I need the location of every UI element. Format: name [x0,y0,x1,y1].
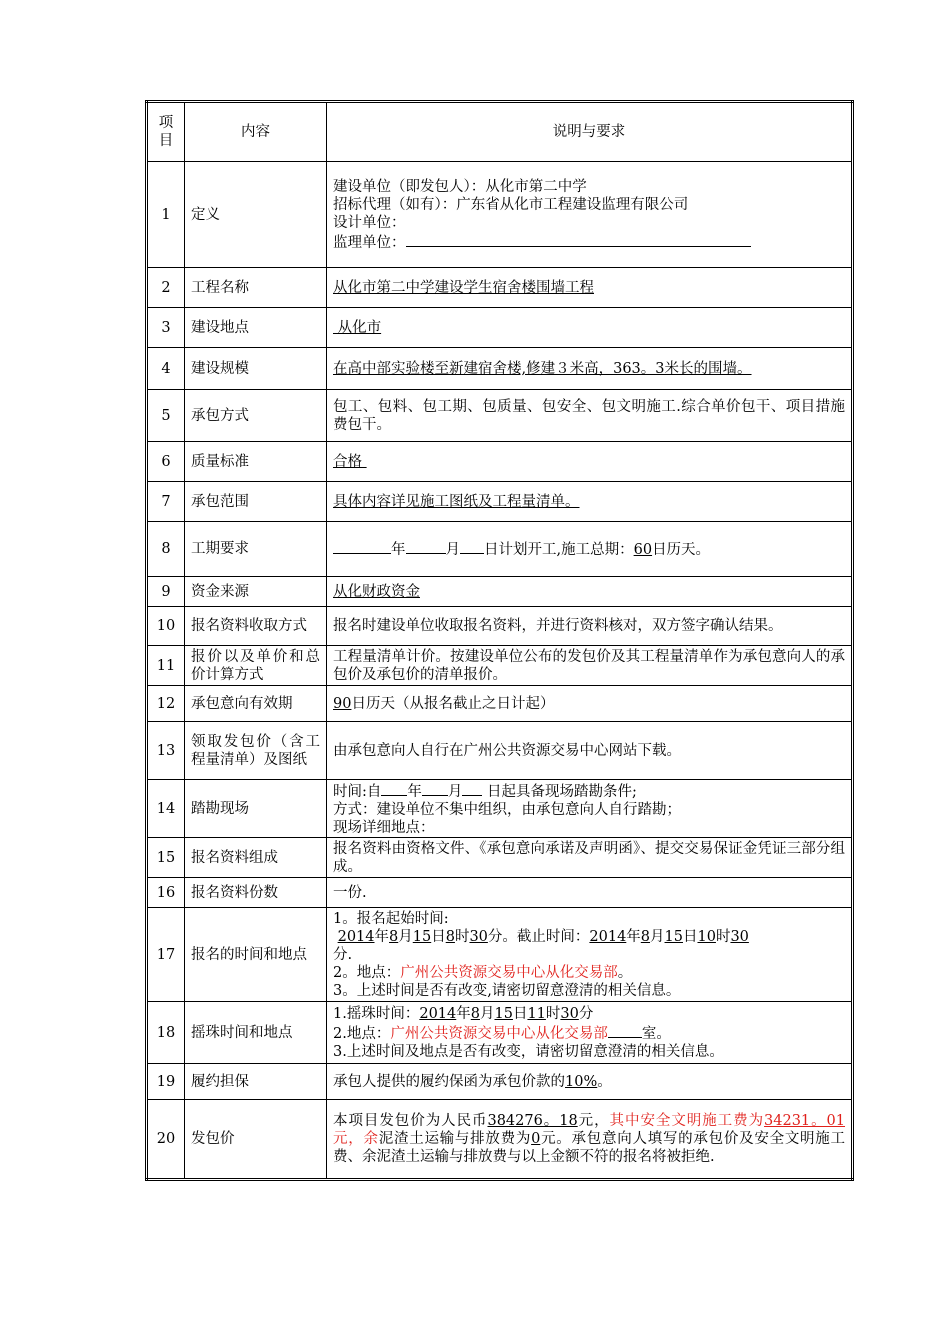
lottery-time [333,1005,845,1023]
lottery-location-value: 广州公共资源交易中心从化交易部 [390,1025,608,1042]
row-desc [327,577,853,607]
reg-end-minute: 30 [730,928,749,945]
row-item: 履约担保 [185,1064,327,1100]
row-desc [327,780,853,838]
row-number: 2 [147,268,185,308]
header-desc: 说明与要求 [327,102,853,162]
start-month-blank [406,539,446,554]
reg-end-day: 15 [664,928,683,945]
row-item: 发包价 [185,1100,327,1180]
reg-start-year: 2014 [337,928,375,945]
period-text: 日计划开工,施工总期： [484,542,634,558]
project-name: 从化市第二中学建设学生宿舍楼围墙工程 [333,279,594,296]
lottery-notice: 3.上述时间及地点是否有改变，请密切留意澄清的相关信息。 [333,1043,724,1060]
unit-year: 年 [456,1005,471,1022]
contract-scope: 具体内容详见施工图纸及工程量清单。 [333,493,580,510]
reg-start-month: 8 [389,928,399,945]
site-year-blank [381,781,407,796]
row-item: 资金来源 [185,577,327,607]
start-day-blank [460,539,484,554]
period-year-unit: 年 [391,542,406,558]
row-number: 16 [147,878,185,908]
site-year-unit: 年 [407,783,422,800]
definition-supervisor-label: 监理单位： [333,234,406,251]
row-desc [327,1100,853,1180]
safety-fee-unit: 元， [333,1131,364,1147]
site-visit-time-label: 时间:自 [333,783,382,800]
row-number: 11 [147,646,185,686]
row-number: 5 [147,390,185,442]
unit-month: 月 [479,1005,495,1022]
unit-month: 月 [398,928,413,945]
row-item: 报名资料组成 [185,838,327,878]
row-desc [327,1002,853,1064]
table-header-row [147,102,853,162]
table-row [147,308,853,348]
reg-end-label: 分。截止时间： [487,928,590,945]
mud-fee-label: 泥渣土运输与排放费为 [378,1131,532,1147]
row-desc [327,162,853,268]
row-number: 14 [147,780,185,838]
reg-start-day: 15 [412,928,432,945]
definition-supervisor [333,232,845,252]
table-row [147,780,853,838]
table-row [147,646,853,686]
performance-bond-text: 承包人提供的履约保函为承包价款的 [333,1073,565,1090]
row-number: 4 [147,348,185,390]
table-row [147,607,853,646]
row-item: 报名资料收取方式 [185,607,327,646]
unit-day: 日 [512,1005,528,1022]
row-item: 定义 [185,162,327,268]
registration-times [333,928,845,946]
lottery-minute: 30 [560,1005,579,1022]
row-number: 9 [147,577,185,607]
row-desc [327,348,853,390]
row-number: 12 [147,686,185,722]
row-item: 建设规模 [185,348,327,390]
table-row [147,348,853,390]
performance-bond-end: 。 [597,1073,612,1090]
row-item: 摇珠时间和地点 [185,1002,327,1064]
start-year-blank [333,539,391,554]
registration-start-label: 1。报名起始时间: [333,910,449,927]
registration-location-value: 广州公共资源交易中心从化交易部 [400,964,618,981]
table-row [147,1002,853,1064]
reg-end-month: 8 [640,928,651,945]
reg-start-hour: 8 [445,928,455,945]
mud-fee: 0 [531,1131,541,1147]
row-desc [327,522,853,577]
row-desc: 报名资料由资格文件、《承包意向承诺及声明函》、提交交易保证金凭证三部分组成。 [327,838,853,878]
row-desc [327,308,853,348]
row-item: 质量标准 [185,442,327,482]
quality-standard: 合格 [333,453,367,470]
row-item: 工程名称 [185,268,327,308]
unit-hour: 时 [545,1005,561,1022]
unit-year: 年 [626,928,641,945]
lottery-day: 15 [494,1005,513,1022]
row-desc: 由承包意向人自行在广州公共资源交易中心网站下载。 [327,722,853,780]
table-row [147,162,853,268]
lottery-hour: 11 [527,1005,546,1022]
row-desc [327,268,853,308]
row-number: 13 [147,722,185,780]
definition-agent: 招标代理（如有）：广东省从化市工程建设监理有限公司 [333,196,689,213]
reg-start-minute: 30 [469,928,488,945]
row-item: 踏勘现场 [185,780,327,838]
row-item: 承包方式 [185,390,327,442]
row-desc: 包工、包料、包工期、包质量、包安全、包文明施工.综合单价包干、项目措施费包干。 [327,390,853,442]
unit-hour: 时 [454,928,470,945]
row-number: 20 [147,1100,185,1180]
reg-end-hour: 10 [697,928,716,945]
row-item: 报名的时间和地点 [185,908,327,1002]
row-item: 承包意向有效期 [185,686,327,722]
row-desc [327,908,853,1002]
row-desc [327,686,853,722]
table-row [147,722,853,780]
row-item: 报名资料份数 [185,878,327,908]
site-day-blank [462,781,482,796]
row-number: 18 [147,1002,185,1064]
site-visit-time-text: 日起具备现场踏勘条件; [482,783,637,800]
table-row [147,908,853,1002]
contract-price-text: 本项目发包价为人民币 [333,1113,488,1129]
unit-minute: 分 [578,1005,594,1022]
residual-prefix: 余 [363,1131,379,1147]
table-row [147,878,853,908]
site-visit-method: 方式：建设单位不集中组织，由承包意向人自行踏勘； [333,801,681,818]
project-location: 从化市 [333,319,382,336]
row-desc: 一份. [327,878,853,908]
site-month-unit: 月 [447,783,463,800]
reg-end-year: 2014 [589,928,627,945]
header-no [147,102,185,162]
unit-year: 年 [374,928,390,945]
header-no-text: 项目 [158,115,174,149]
funding-source: 从化财政资金 [333,583,420,600]
row-number: 15 [147,838,185,878]
lottery-room-unit: 室。 [641,1025,671,1042]
row-desc: 报名时建设单位收取报名资料，并进行资料核对，双方签字确认结果。 [327,607,853,646]
row-number: 3 [147,308,185,348]
table-row [147,268,853,308]
period-days-unit: 日历天。 [652,542,711,558]
site-visit-time [333,781,845,801]
row-number: 1 [147,162,185,268]
row-desc [327,442,853,482]
table-row [147,522,853,577]
table-row [147,577,853,607]
row-desc: 工程量清单计价。按建设单位公布的发包价及其工程量清单作为承包意向人的承包价及承包价的清单报价。 [327,646,853,686]
row-number: 10 [147,607,185,646]
table-row [147,1064,853,1100]
header-item: 内容 [185,102,327,162]
period-month-unit: 月 [445,542,460,558]
site-visit-location: 现场详细地点： [333,819,435,836]
registration-location-label: 2。地点： [333,964,401,981]
row-number: 7 [147,482,185,522]
table-row [147,390,853,442]
registration-notice: 3。上述时间是否有改变,请密切留意澄清的相关信息。 [333,982,681,999]
lottery-year: 2014 [419,1005,457,1022]
unit-day: 日 [682,928,698,945]
row-item: 承包范围 [185,482,327,522]
definition-owner: 建设单位（即发包人）：从化市第二中学 [333,178,587,195]
registration-times-end: 分. [333,946,353,963]
table-row [147,482,853,522]
table-row [147,838,853,878]
table-row [147,686,853,722]
registration-location-end: 。 [617,964,633,981]
unit-hour: 时 [715,928,731,945]
site-month-blank [422,781,448,796]
definition-designer: 设计单位： [333,214,406,231]
row-item: 报价以及单价和总价计算方式 [185,646,327,686]
table-row [147,1100,853,1180]
contract-price-unit: 元， [577,1113,610,1129]
validity-text: 日历天（从报名截止之日计起） [351,695,555,712]
project-scale: 在高中部实验楼至新建宿舍楼,修建３米高，363。3米长的围墙。 [333,360,752,377]
lottery-location-label: 2.地点： [333,1025,391,1042]
room-blank [608,1023,642,1038]
safety-fee: 34231。01 [764,1113,846,1129]
row-item: 建设地点 [185,308,327,348]
period-days: 60 [633,542,653,558]
lottery-time-label: 1.摇珠时间： [333,1005,420,1022]
safety-fee-label: 其中安全文明施工费为 [609,1113,765,1129]
row-item: 领取发包价（含工程量清单）及图纸 [185,722,327,780]
row-number: 8 [147,522,185,577]
row-number: 19 [147,1064,185,1100]
performance-bond-percent: 10% [565,1073,598,1090]
table-row [147,442,853,482]
unit-day: 日 [431,928,446,945]
unit-month: 月 [650,928,665,945]
supervisor-blank [406,232,751,247]
contract-price: 384276。18 [487,1113,578,1129]
row-number: 17 [147,908,185,1002]
lottery-location [333,1023,845,1043]
requirements-table [145,100,854,1181]
row-number: 6 [147,442,185,482]
row-desc [327,482,853,522]
row-item: 工期要求 [185,522,327,577]
registration-location [333,964,845,982]
row-desc [327,1064,853,1100]
contract-price-notice: 元。承包意向人填写的承包价及安全文明施工费、余泥渣土运输与排放费与以上金额不符的报名将被拒绝. [333,1131,846,1165]
lottery-month: 8 [470,1005,480,1022]
validity-days: 90 [333,695,352,712]
